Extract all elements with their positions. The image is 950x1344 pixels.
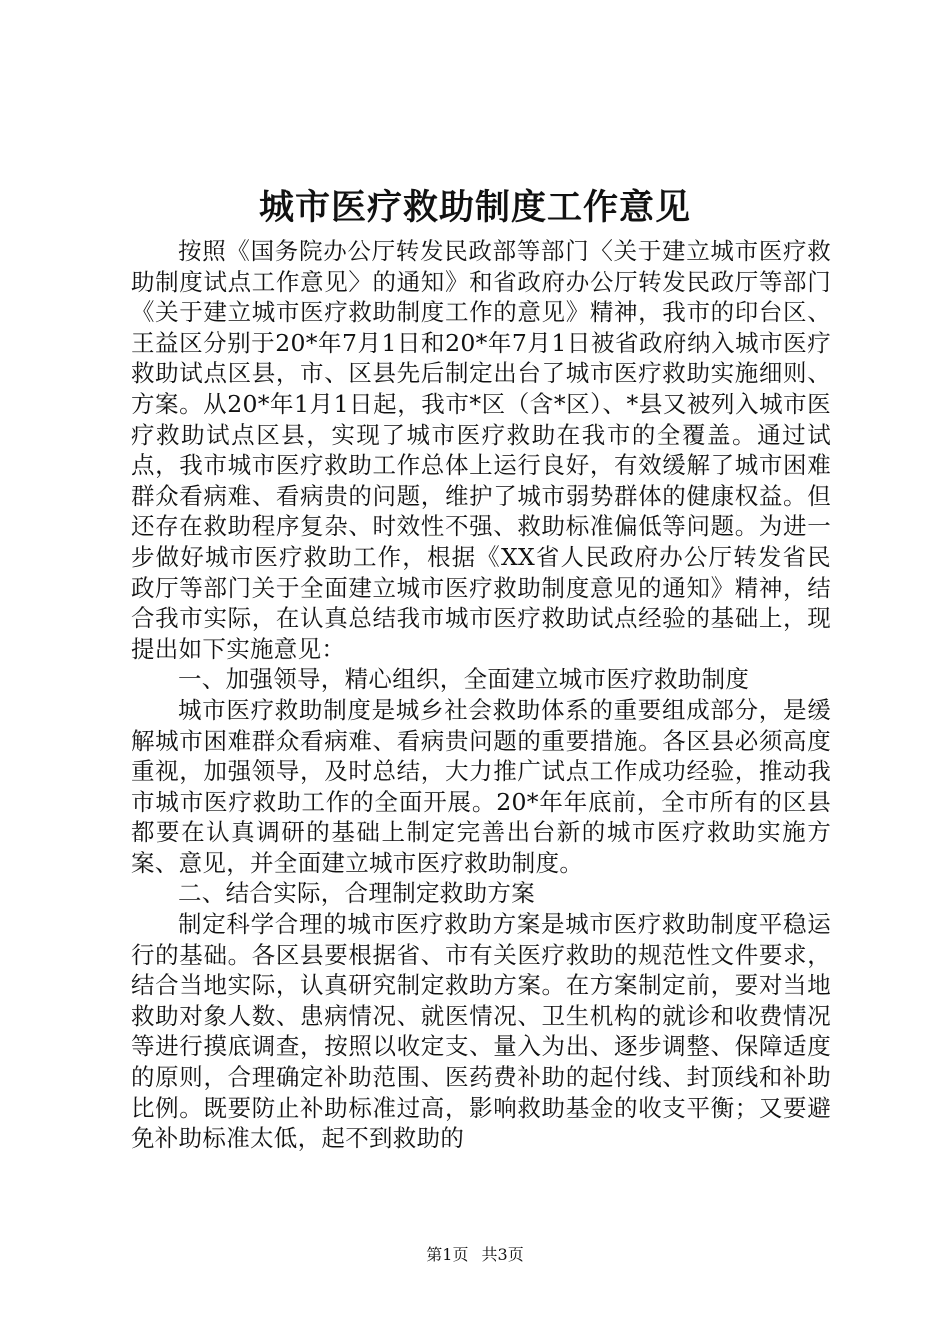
paragraph-section-2: 制定科学合理的城市医疗救助方案是城市医疗救助制度平稳运行的基础。各区县要根据省、市有关医疗救助的规范性文件要求，结合当地实际，认真研究制定救助方案。在方案制定前，要对当地救助对象人数、患病情况、就医情况、卫生机构的就诊和收费情况等进行摸底调查，按照以收定支、量入为出、逐步调整、保障适度的原则，合理确定补助范围、医药费补助的起付线、封顶线和补助比例。既要防止补助标准过高，影响救助基金的收支平衡；又要避免补助标准太低，起不到救助的 bbox=[131, 910, 831, 1153]
paragraph-intro: 按照《国务院办公厅转发民政部等部门〈关于建立城市医疗救助制度试点工作意见〉的通知》和省政府办公厅转发民政厅等部门《关于建立城市医疗救助制度工作的意见》精神，我市的印台区、王益区分别于20*年7月1日和20*年7月1日被省政府纳入城市医疗救助试点区县，市、区县先后制定出台了城市医疗救助实施细则、方案。从20*年1月1日起，我市*区（含*区）、*县又被列入城市医疗救助试点区县，实现了城市医疗救助在我市的全覆盖。通过试点，我市城市医疗救助工作总体上运行良好，有效缓解了城市困难群众看病难、看病贵的问题，维护了城市弱势群体的健康权益。但还存在救助程序复杂、时效性不强、救助标准偏低等问题。为进一步做好城市医疗救助工作，根据《XX省人民政府办公厅转发省民政厅等部门关于全面建立城市医疗救助制度意见的通知》精神，结合我市实际，在认真总结我市城市医疗救助试点经验的基础上，现提出如下实施意见： bbox=[131, 237, 831, 663]
section-heading-1: 一、加强领导，精心组织，全面建立城市医疗救助制度 bbox=[178, 665, 750, 694]
document-title: 城市医疗救助制度工作意见 bbox=[258, 187, 691, 228]
page-number-current: 第1页 bbox=[426, 1245, 469, 1264]
paragraph-section-1: 城市医疗救助制度是城乡社会救助体系的重要组成部分，是缓解城市困难群众看病难、看病贵问题的重要措施。各区县必须高度重视，加强领导，及时总结，大力推广试点工作成功经验，推动我市城市医疗救助工作的全面开展。20*年年底前，全市所有的区县都要在认真调研的基础上制定完善出台新的城市医疗救助实施方案、意见，并全面建立城市医疗救助制度。 bbox=[131, 695, 831, 877]
section-heading-2: 二、结合实际，合理制定救助方案 bbox=[178, 879, 535, 908]
page-footer bbox=[0, 1244, 950, 1266]
page-number-total: 共3页 bbox=[481, 1245, 524, 1264]
document-body bbox=[131, 236, 831, 1154]
